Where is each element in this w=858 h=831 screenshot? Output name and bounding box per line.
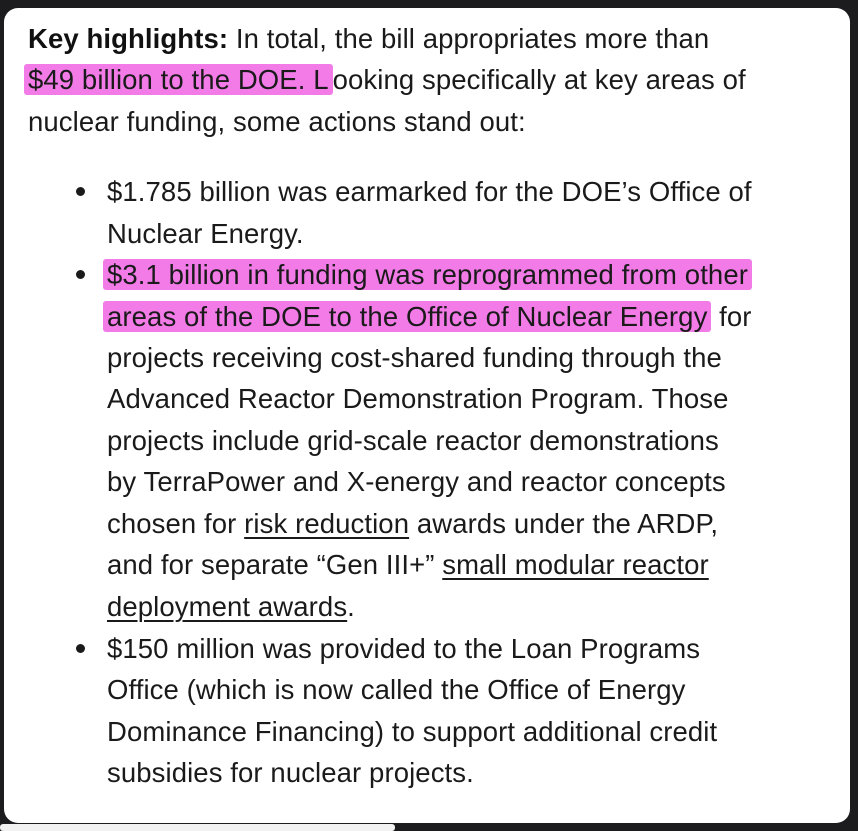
highlighted-text: $49 billion to the DOE. L [24, 64, 333, 95]
bullet-2-line-7 [107, 503, 718, 545]
body-text: for [711, 301, 752, 332]
bullet-3-line-3: Dominance Financing) to support additional credit [107, 716, 718, 747]
smr-awards-link[interactable]: small modular reactor [442, 549, 709, 580]
bullet-2-line-9 [107, 586, 355, 628]
intro-line-1 [28, 18, 709, 60]
bullet-dot [76, 270, 85, 279]
body-text: . [347, 591, 355, 622]
bullet-2-line-6: by TerraPower and X-energy and reactor concepts [107, 466, 726, 497]
bullet-2-line-3: projects receiving cost-shared funding through the [107, 342, 722, 373]
intro-text: ooking specifically at key areas of [332, 64, 746, 95]
bullet-2-line-8 [107, 544, 709, 586]
body-text: awards under the ARDP, [409, 508, 719, 539]
highlighted-text: areas of the DOE to the Office of Nuclear Energy [103, 301, 711, 332]
bullet-2-line-2 [107, 296, 752, 338]
bullet-3-line-4: subsidies for nuclear projects. [107, 757, 474, 788]
bullet-dot [76, 187, 85, 196]
highlighted-text: $3.1 billion in funding was reprogrammed from other [103, 259, 752, 290]
body-text: and for separate “Gen III+” [107, 549, 443, 580]
risk-reduction-link[interactable]: risk reduction [244, 508, 410, 539]
bullet-3-line-1: $150 million was provided to the Loan Programs [107, 633, 701, 664]
intro-text: In total, the bill appropriates more than [228, 23, 710, 54]
key-highlights-label: Key highlights: [28, 23, 229, 54]
intro-line-2 [28, 59, 746, 101]
bullet-dot [76, 644, 85, 653]
intro-line-3: nuclear funding, some actions stand out: [28, 106, 526, 137]
bullet-2-line-1 [107, 254, 752, 296]
bullet-2-line-4: Advanced Reactor Demonstration Program. Those [107, 383, 729, 414]
bullet-1-line-2: Nuclear Energy. [107, 218, 304, 249]
smr-awards-link[interactable]: deployment awards [107, 591, 348, 622]
bullet-1-line-1: $1.785 billion was earmarked for the DOE’s Office of [107, 176, 752, 207]
bullet-2-line-5: projects include grid-scale reactor demonstrations [107, 425, 719, 456]
scroll-indicator [0, 824, 395, 831]
bullet-3-line-2: Office (which is now called the Office of Energy [107, 674, 686, 705]
body-text: chosen for [107, 508, 245, 539]
